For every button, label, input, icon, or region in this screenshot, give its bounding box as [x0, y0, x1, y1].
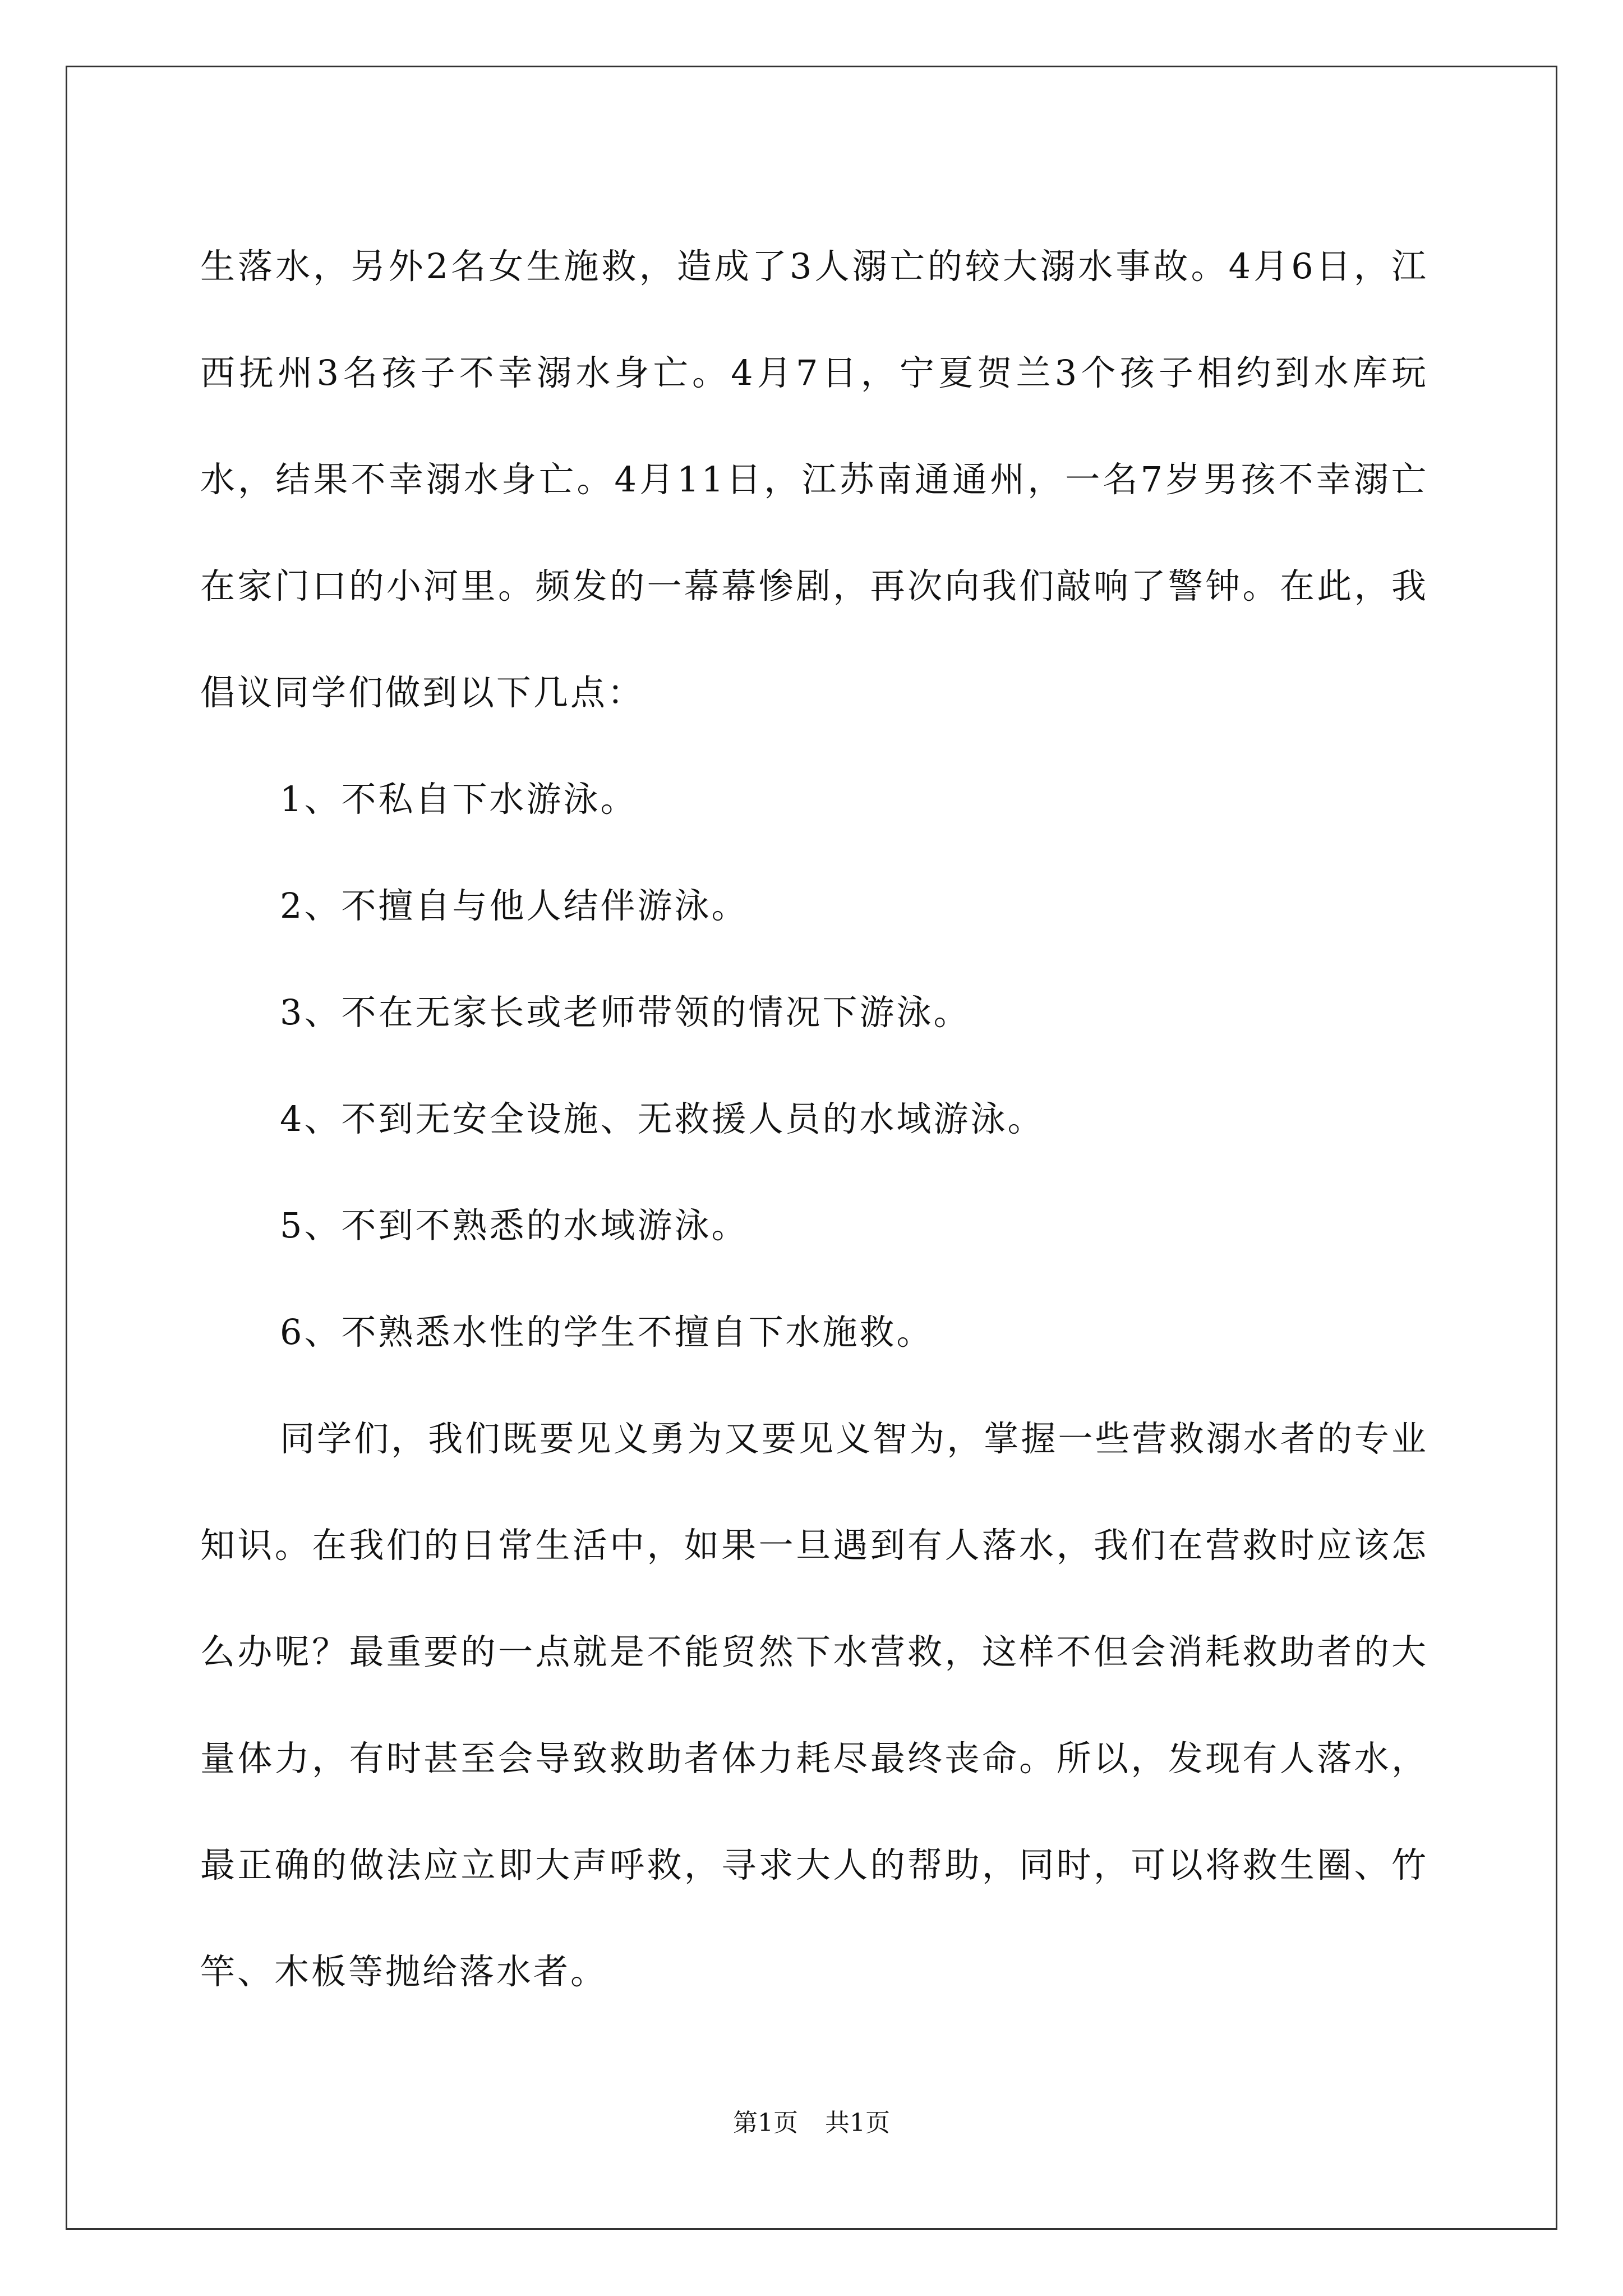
- list-item-2: 2、不擅自与他人结伴游泳。: [280, 885, 749, 926]
- paragraph-conclusion: 同学们，我们既要见义勇为又要见义智为，掌握一些营救溺水者的专业知识。在我们的日常生活中，如果一旦遇到有人落水，我们在营救时应该怎么办呢？最重要的一点就是不能贸然下水营救，这样不但会消耗救助者的大量体力，有时甚至会导致救助者体力耗尽最终丧命。所以，发现有人落水，最正确的做法应立即大声呼救，寻求大人的帮助，同时，可以将救生圈、竹竿、木板等抛给落水者。: [200, 1418, 1428, 1992]
- list-item-1: 1、不私自下水游泳。: [280, 779, 638, 820]
- paragraph-intro: 生落水，另外2名女生施救，造成了3人溺亡的较大溺水事故。4月6日，江西抚州3名孩子不幸溺水身亡。4月7日，宁夏贺兰3个孩子相约到水库玩水，结果不幸溺水身亡。4月11日，江苏南通通州，一名7岁男孩不幸溺亡在家门口的小河里。频发的一幕幕惨剧，再次向我们敲响了警钟。在此，我倡议同学们做到以下几点：: [200, 246, 1428, 713]
- list-item-3: 3、不在无家长或老师带领的情况下游泳。: [280, 992, 971, 1033]
- document-body: [200, 213, 1428, 2025]
- page-total: 共1页: [825, 2109, 890, 2137]
- list-item-6: 6、不熟悉水性的学生不擅自下水施救。: [280, 1312, 934, 1352]
- list-item-4: 4、不到无安全设施、无救援人员的水域游泳。: [280, 1098, 1045, 1139]
- page-footer: [0, 2102, 1623, 2138]
- page-number: 第1页: [733, 2109, 798, 2137]
- list-item-5: 5、不到不熟悉的水域游泳。: [280, 1205, 749, 1246]
